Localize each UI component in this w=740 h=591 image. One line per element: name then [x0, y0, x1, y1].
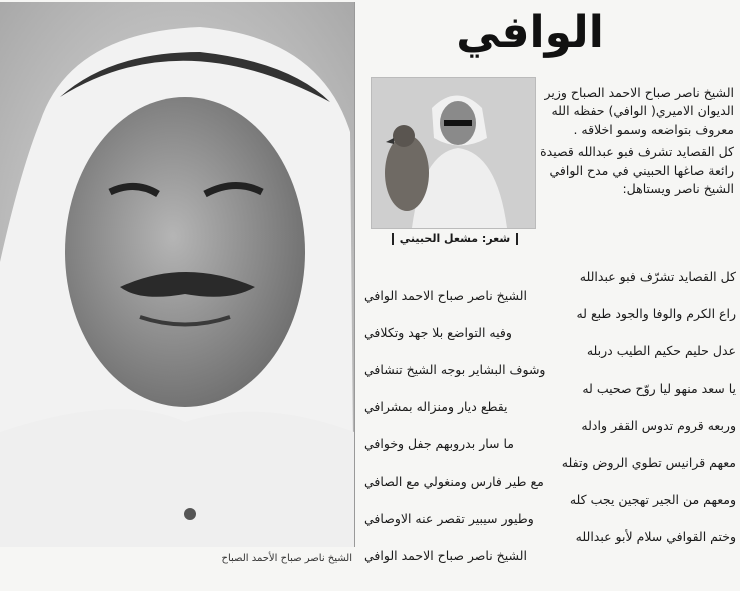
poem-line: الشيخ ناصر صباح الاحمد الوافي — [364, 287, 527, 303]
poem-line: ومعهم من الجير تهجين يجب كله — [569, 492, 736, 508]
poet-credit — [380, 232, 530, 245]
intro-paragraph: الشيخ ناصر صباح الاحمد الصباح وزير الديوان الاميري( الوافي) حفظه الله معروف بتواضعه وسمو اخلاقه . — [544, 85, 734, 137]
portrait-caption: الشيخ ناصر صباح الأحمد الصباح — [221, 553, 352, 564]
portrait-illustration — [0, 2, 354, 547]
poem-line: وفيه التواضع بلا جهد وتكلافي — [364, 324, 512, 340]
poem-line: يقطع ديار ومنزاله بمشرافي — [364, 399, 508, 415]
intro-paragraph: كل القصايد تشرف فبو عبدالله قصيدة رائعة صاغها الحبيني في مدح الوافي الشيخ ناصر ويستاهل: — [540, 144, 734, 197]
poem-line: وربعه قروم تدوس القفر وادله — [581, 417, 736, 433]
poem-line: وشوف البشاير بوجه الشيخ تنشافي — [364, 361, 546, 377]
falcon-photo — [371, 77, 536, 229]
falcon-illustration — [372, 78, 535, 228]
poem — [356, 268, 736, 566]
poem-line: وطيور سيبير تقصر عنه الاوصافي — [364, 510, 534, 526]
poem-line: يا سعد منهو ليا روّح صحيب له — [582, 380, 736, 396]
poem-line: ما سار بدروبهم جفل وخوافي — [364, 436, 514, 452]
poem-line: مع طير فارس ومنغولي مع الصافي — [364, 473, 544, 489]
poem-line: عدل حليم حكيم الطيب دربله — [586, 343, 736, 359]
poem-line: الشيخ ناصر صباح الاحمد الوافي — [364, 547, 527, 563]
poem-line: راع الكرم والوفا والجود طبع له — [576, 306, 736, 322]
poem-line: معهم قرانيس تطوي الروض وتفله — [561, 454, 736, 470]
divider — [392, 233, 394, 245]
divider — [516, 233, 518, 245]
portrait-photo — [0, 2, 355, 547]
poem-line: وختم القوافي سلام لأبو عبدالله — [575, 529, 736, 545]
poem-line: كل القصايد تشرّف فبو عبدالله — [579, 269, 736, 284]
article-intro — [538, 84, 734, 202]
headline: الوافي — [456, 7, 604, 58]
poet-credit-text: شعر: مشعل الحبيني — [399, 232, 511, 245]
